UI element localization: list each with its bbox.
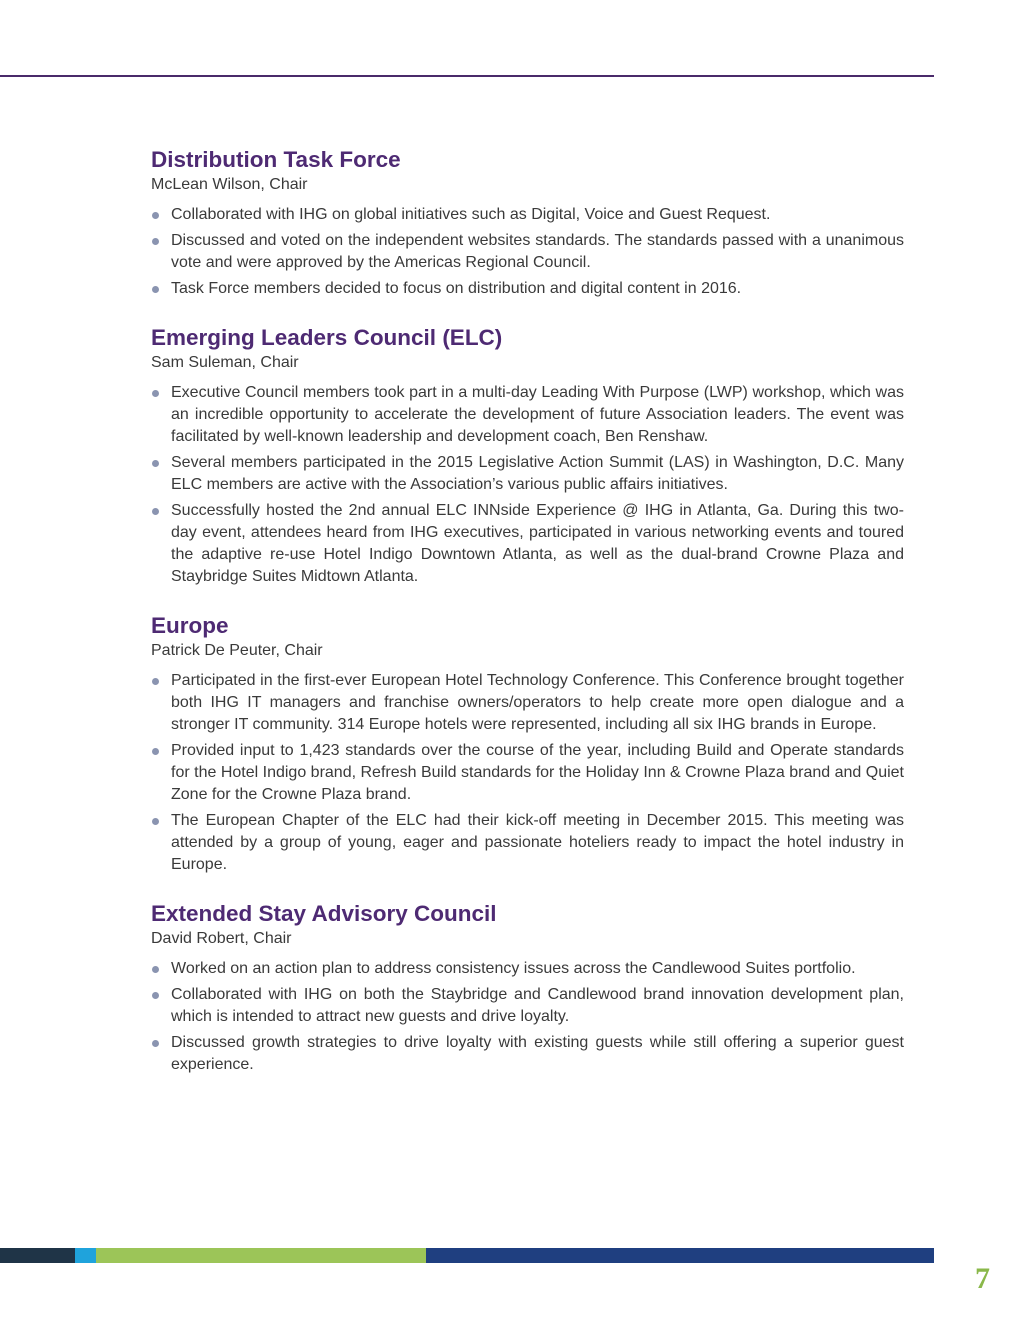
section-title: Europe	[151, 613, 229, 638]
bullet-dot-icon	[152, 390, 159, 397]
list-item-text: Successfully hosted the 2nd annual ELC INNside Experience @ IHG in Atlanta, Ga. During this two-day event, attendees heard from IHG executives, participated in various networking events and toured the adaptive re-use Hotel Indigo Downtown Atlanta, as well as the dual-brand Crowne Plaza and Staybridge Suites Midtown Atlanta.	[171, 502, 904, 585]
bullet-dot-icon	[152, 238, 159, 245]
list-item	[151, 670, 904, 736]
bullet-dot-icon	[152, 992, 159, 999]
list-item-text: The European Chapter of the ELC had their kick-off meeting in December 2015. This meeting was attended by a group of young, eager and passionate hoteliers ready to impact the hotel industry in Europe.	[171, 812, 904, 873]
section-title: Extended Stay Advisory Council	[151, 901, 497, 926]
list-item	[151, 278, 904, 300]
list-item-text: Several members participated in the 2015 Legislative Action Summit (LAS) in Washington, D.C. Many ELC members are active with the Association’s various public affairs initiatives.	[171, 454, 904, 493]
bullet-dot-icon	[152, 818, 159, 825]
list-item	[151, 740, 904, 806]
bullet-dot-icon	[152, 966, 159, 973]
page-number: 7	[975, 1262, 990, 1295]
footer-bar-navy-segment	[426, 1248, 934, 1263]
bullet-list	[151, 204, 904, 300]
list-item	[151, 984, 904, 1028]
list-item-text: Worked on an action plan to address consistency issues across the Candlewood Suites portfolio.	[171, 960, 856, 977]
section-emerging-leaders-council	[151, 324, 904, 588]
bullet-dot-icon	[152, 460, 159, 467]
list-item-text: Collaborated with IHG on both the Staybridge and Candlewood brand innovation development plan, which is intended to attract new guests and drive loyalty.	[171, 986, 904, 1025]
section-chair: Sam Suleman, Chair	[151, 354, 299, 371]
list-item-text: Provided input to 1,423 standards over the course of the year, including Build and Operate standards for the Hotel Indigo brand, Refresh Build standards for the Holiday Inn & Crowne Plaza brand and Quiet Zone for the Crowne Plaza brand.	[171, 742, 904, 803]
list-item-text: Collaborated with IHG on global initiatives such as Digital, Voice and Guest Request.	[171, 206, 771, 223]
list-item	[151, 452, 904, 496]
bullet-dot-icon	[152, 286, 159, 293]
bullet-dot-icon	[152, 678, 159, 685]
section-distribution-task-force	[151, 146, 904, 300]
list-item-text: Task Force members decided to focus on distribution and digital content in 2016.	[171, 280, 742, 297]
section-chair: Patrick De Peuter, Chair	[151, 642, 323, 659]
header-rule	[0, 75, 934, 77]
section-europe	[151, 612, 904, 876]
section-chair: David Robert, Chair	[151, 930, 292, 947]
bullet-dot-icon	[152, 1040, 159, 1047]
list-item	[151, 500, 904, 588]
report-content	[151, 146, 904, 1100]
section-chair: McLean Wilson, Chair	[151, 176, 308, 193]
bullet-list	[151, 958, 904, 1076]
footer-bar-green-segment	[96, 1248, 426, 1263]
footer-bar-dark-segment	[0, 1248, 75, 1263]
list-item	[151, 810, 904, 876]
footer-bar-cyan-segment	[75, 1248, 96, 1263]
bullet-dot-icon	[152, 508, 159, 515]
list-item-text: Executive Council members took part in a multi-day Leading With Purpose (LWP) workshop, which was an incredible opportunity to accelerate the development of future Association leaders. The event was facilitated by well-known leadership and development coach, Ben Renshaw.	[171, 384, 904, 445]
list-item	[151, 382, 904, 448]
bullet-dot-icon	[152, 748, 159, 755]
list-item-text: Participated in the first-ever European Hotel Technology Conference. This Conference brought together both IHG IT managers and franchise owners/operators to help create more open dialogue and a stronger IT community. 314 Europe hotels were represented, including all six IHG brands in Europe.	[171, 672, 904, 733]
list-item-text: Discussed growth strategies to drive loyalty with existing guests while still offering a superior guest experience.	[171, 1034, 904, 1073]
bullet-list	[151, 670, 904, 876]
list-item	[151, 958, 904, 980]
list-item-text: Discussed and voted on the independent websites standards. The standards passed with a unanimous vote and were approved by the Americas Regional Council.	[171, 232, 904, 271]
list-item	[151, 1032, 904, 1076]
list-item	[151, 230, 904, 274]
section-extended-stay-advisory-council	[151, 900, 904, 1076]
section-title: Distribution Task Force	[151, 147, 401, 172]
section-title: Emerging Leaders Council (ELC)	[151, 325, 503, 350]
bullet-dot-icon	[152, 212, 159, 219]
bullet-list	[151, 382, 904, 588]
list-item	[151, 204, 904, 226]
